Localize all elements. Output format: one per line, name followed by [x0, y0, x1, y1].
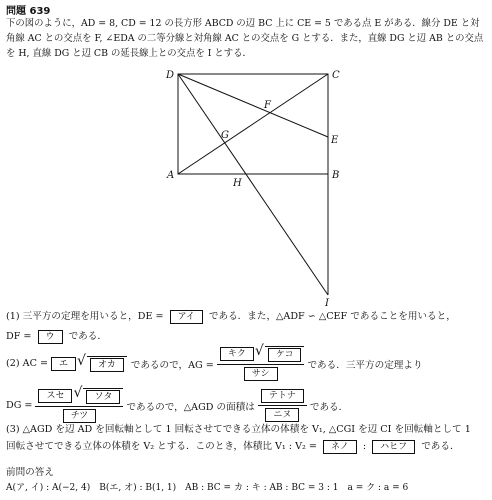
q1-text-a: (1) 三平方の定理を用いると，DE =	[6, 311, 164, 322]
previous-answer: A(ア, イ) : A(−2, 4) B(エ, オ) : B(1, 1) AB : BC = カ : キ : AB : BC = 3 : 1 a = ク : a = 6	[6, 483, 409, 493]
label-f: F	[264, 100, 271, 111]
sqrt-sota	[75, 388, 123, 404]
answer-box-ninu[interactable]: ニヌ	[265, 408, 299, 422]
q2-text-d: DG =	[6, 400, 33, 411]
label-i: I	[325, 298, 329, 309]
ratio-colon: :	[362, 441, 367, 452]
statement-line-2: 角線 AC との交点を F, ∠EDA の二等分線と対角線 AC との交点を G とする．また，直線 DG と辺 AB との交点	[6, 33, 484, 44]
q1-line-2	[6, 328, 107, 344]
answer-box-sota[interactable]: ソタ	[86, 390, 120, 404]
answer-box-hahifu[interactable]: ハヒフ	[372, 440, 415, 454]
answer-box-sashi[interactable]: サシ	[244, 367, 278, 381]
answer-box-kiku[interactable]: キク	[220, 347, 254, 361]
q2-line-2	[6, 388, 348, 423]
statement-line-1: 下の図のように，AD = 8, CD = 12 の長方形 ABCD の辺 BC 上に CE = 5 である点 E がある．線分 DE と対	[6, 18, 480, 29]
answer-box-e[interactable]: エ	[51, 357, 76, 371]
q3-text-a: 回転させてできる立体の体積を V₂ とする．このとき，体積比 V₁ : V₂ =	[6, 441, 317, 452]
q1-line-1	[6, 308, 456, 324]
q3-line-1: (3) △AGD を辺 AD を回転軸として 1 回転させてできる立体の体積を V₁, △CGI を辺 CI を回転軸として 1	[6, 424, 471, 435]
answer-box-u[interactable]: ウ	[38, 330, 63, 344]
label-d: D	[166, 70, 175, 81]
sqrt-oka	[79, 356, 127, 372]
q2-text-e: であるので，△AGD の面積は	[126, 401, 255, 413]
label-h: H	[233, 178, 242, 189]
q1-text-d: である．	[68, 331, 107, 342]
q2-text-b: であるので，AG =	[130, 359, 214, 371]
fraction-bar	[258, 405, 307, 406]
sqrt-keko	[257, 346, 305, 362]
fraction-bar	[35, 406, 123, 407]
q3-text-b: である．	[421, 441, 460, 452]
problem-title: 問題 639	[6, 6, 51, 17]
segment-de	[178, 74, 328, 137]
answer-box-suse[interactable]: スセ	[38, 389, 72, 403]
fraction-bar	[217, 364, 305, 365]
diagonal-ac	[178, 74, 328, 174]
label-c: C	[332, 70, 340, 81]
label-g: G	[221, 130, 229, 141]
answer-box-ai[interactable]: アイ	[170, 310, 203, 324]
answer-box-tetona[interactable]: テトナ	[261, 389, 304, 403]
fraction-dg	[35, 388, 123, 423]
q1-text-c: DF =	[6, 331, 32, 342]
q1-text-b: である．また，△ADF ∽ △CEF であることを用いると，	[208, 311, 456, 322]
line-di	[178, 74, 328, 295]
answer-box-chitsu[interactable]: チツ	[63, 409, 96, 423]
q3-line-2	[6, 438, 460, 454]
label-a: A	[167, 170, 175, 181]
answer-box-neno[interactable]: ネノ	[323, 440, 357, 454]
label-b: B	[332, 170, 340, 181]
previous-heading: 前問の答え	[6, 467, 54, 478]
q2-text-c: である．三平方の定理より	[307, 359, 423, 371]
answer-box-keko[interactable]: ケコ	[268, 348, 302, 362]
q2-line-1	[6, 346, 423, 381]
q2-text-a: (2) AC =	[6, 358, 48, 369]
fraction-ag	[217, 346, 305, 381]
answer-box-oka[interactable]: オカ	[90, 358, 124, 372]
label-e: E	[331, 135, 339, 146]
fraction-area	[258, 389, 307, 422]
q2-text-f: である．	[309, 401, 349, 413]
statement-line-3: を H, 直線 DG と辺 CB の延長線上との交点を I とする．	[6, 48, 252, 59]
